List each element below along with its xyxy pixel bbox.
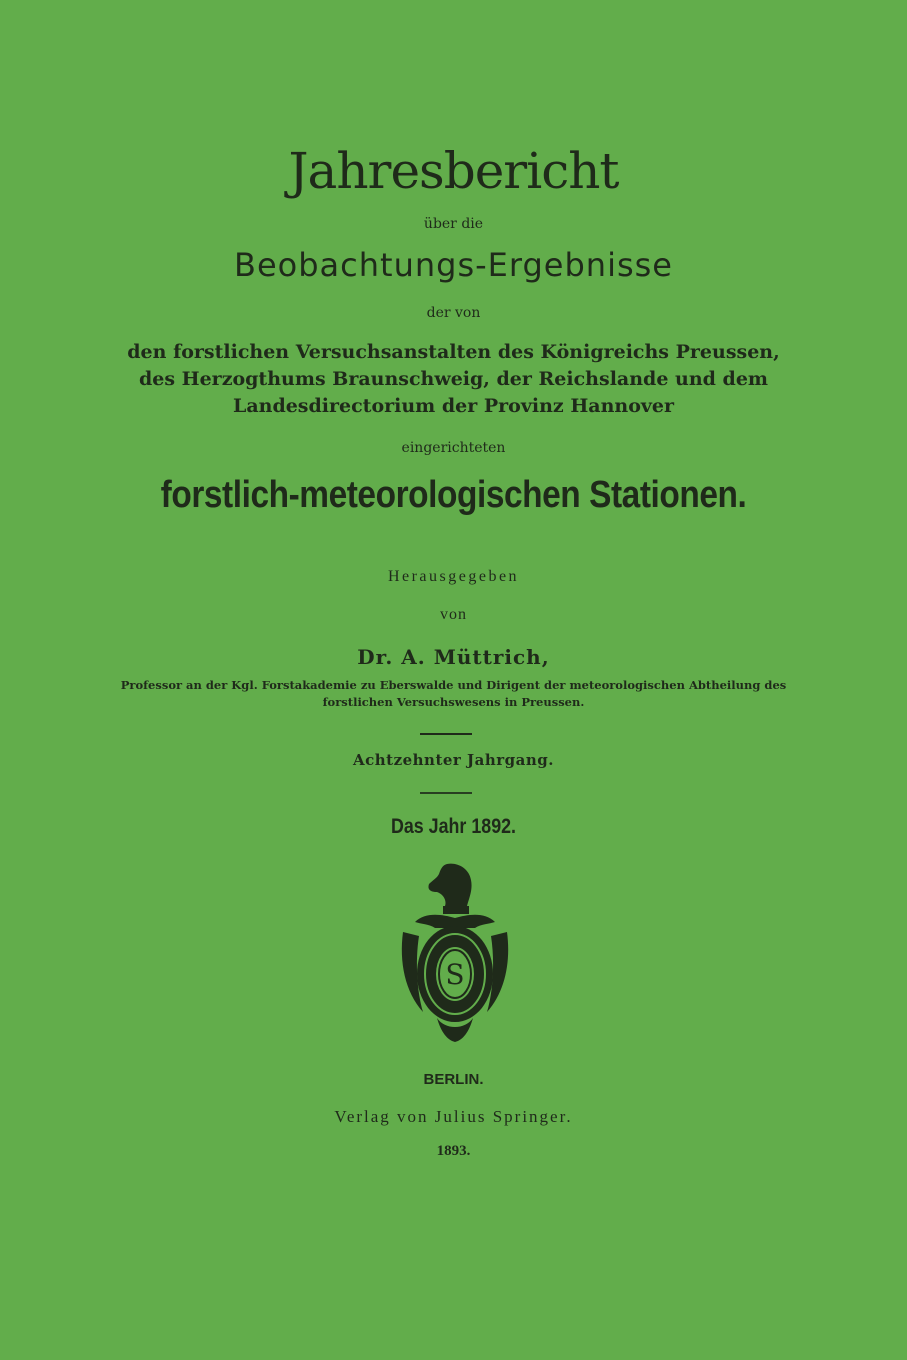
divider-rule [420,792,472,794]
subtitle: Beobachtungs-Ergebnisse [234,246,673,284]
publisher: Verlag von Julius Springer. [334,1107,573,1126]
svg-text:S: S [445,958,465,991]
springer-knight-emblem-icon [385,862,525,1042]
institutions-line-1: den forstlichen Versuchsanstalten des Königreichs Preussen, [127,341,780,363]
connector-eingerichteten: eingerichteten [401,440,506,456]
institutions-line-3: Landesdirectorium der Provinz Hannover [232,395,675,417]
edited-label: Herausgegeben [387,568,520,585]
institutions-line-2: des Herzogthums Braunschweig, der Reichslande und dem [138,368,769,390]
title: Jahresbericht [288,142,619,200]
publication-year: 1893. [436,1143,471,1159]
divider-rule [420,733,472,735]
by-label: von [440,606,467,623]
year-covered: Das Jahr 1892. [390,815,517,838]
city: BERLIN. [423,1071,484,1088]
edition: Achtzehnter Jahrgang. [352,751,555,769]
author: Dr. A. Müttrich, [357,645,550,669]
affiliation-line-2: forstlichen Versuchswesens in Preussen. [322,695,585,709]
connector-der-von: der von [426,305,481,321]
connector-ueber-die: über die [423,216,484,232]
affiliation-line-1: Professor an der Kgl. Forstakademie zu Eberswalde und Dirigent der meteorologischen Abtheilung des [120,678,787,692]
stations-heading: forstlich-meteorologischen Stationen. [160,474,747,516]
